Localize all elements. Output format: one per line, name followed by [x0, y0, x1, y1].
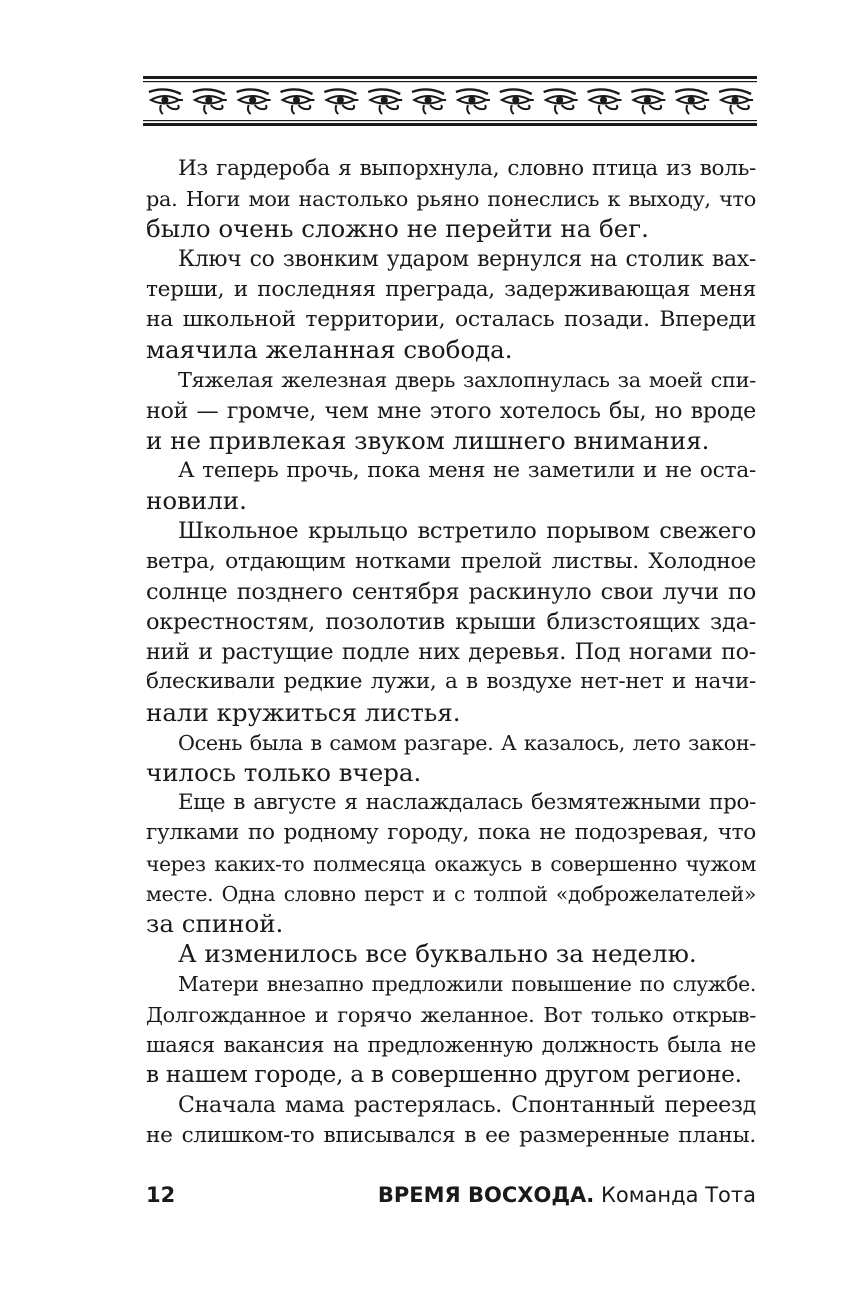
text-line: А изменилось все буквально за неделю. [178, 939, 697, 969]
paragraph [146, 939, 756, 969]
text-line: за спиной. [146, 909, 284, 939]
text-line: Осень была в самом разгаре. А казалось, лето закон- [178, 730, 756, 755]
text-line: на школьной территории, осталась позади. Впереди [146, 307, 756, 333]
paragraph [146, 788, 756, 939]
eye-of-horus-icon [281, 89, 315, 114]
text-line: новили. [146, 486, 247, 516]
text-line: Долгожданное и горячо желанное. Вот только открыв- [146, 1002, 756, 1027]
text-line: блескивали редкие лужи, а в воздухе нет-нет и начи- [146, 669, 756, 695]
text-line: Еще в августе я наслаждалась безмятежными про- [178, 790, 756, 816]
text-line: Из гардероба я выпорхнула, словно птица из воль- [178, 156, 756, 181]
text-line: Ключ со звонким ударом вернулся на столик вах- [178, 246, 756, 272]
text-line: ний и растущие подле них деревья. Под ногами по- [146, 639, 756, 666]
ornament-border [143, 76, 757, 126]
paragraph [146, 154, 756, 245]
eye-of-horus-icon [237, 89, 271, 114]
text-line: А теперь прочь, пока меня не заметили и не оста- [178, 458, 756, 484]
text-line: окрестностям, позолотив крыши близстоящих зда- [146, 609, 756, 636]
paragraph [146, 1090, 756, 1150]
paragraph [146, 456, 756, 516]
text-line: шаяся вакансия на предложенную должность была не [146, 1032, 756, 1057]
text-line: не слишком-то вписывался в ее размеренные планы. [146, 1122, 756, 1148]
text-line: и не привлекая звуком лишнего внимания. [146, 425, 710, 455]
eye-of-horus-icon [675, 89, 709, 114]
text-line: ветра, отдающим нотками прелой листвы. Холодное [146, 548, 756, 574]
eye-of-horus-icon [500, 89, 534, 114]
text-line: маячила желанная свобода. [146, 335, 513, 365]
header-ornament [143, 76, 757, 126]
eye-of-horus-icon [149, 89, 183, 114]
paragraph [146, 365, 756, 456]
page-footer [146, 1183, 756, 1215]
text-line: солнце позднего сентября раскинуло свои лучи по [146, 578, 756, 605]
paragraph [146, 728, 756, 788]
eye-of-horus-icon [719, 89, 753, 114]
eye-of-horus-icon [368, 89, 402, 114]
text-line: терши, и последняя преграда, задерживающая меня [146, 276, 756, 302]
eye-of-horus-icon [324, 89, 358, 114]
eye-of-horus-icon [544, 89, 578, 114]
paragraph [146, 245, 756, 366]
eye-of-horus-icon [456, 89, 490, 114]
text-line: Сначала мама растерялась. Спонтанный переезд [178, 1092, 756, 1119]
text-line: чилось только вчера. [146, 758, 422, 788]
series-title: Команда Тота [594, 1183, 756, 1207]
text-line: в нашем городе, а в совершенно другом регионе. [146, 1061, 742, 1089]
text-line: месте. Одна словно перст и с толпой «доброжелателей» [146, 881, 756, 906]
body-text [146, 154, 756, 1151]
paragraph [146, 969, 756, 1090]
running-head [378, 1183, 756, 1207]
text-line: Школьное крыльцо встретило порывом свежего [178, 518, 756, 545]
text-line: Тяжелая железная дверь захлопнулась за моей спи- [178, 368, 756, 393]
eye-of-horus-icon [631, 89, 665, 114]
eye-of-horus-icon [412, 89, 446, 114]
eye-of-horus-icon [193, 89, 227, 114]
paragraph [146, 516, 756, 727]
text-line: было очень сложно не перейти на бег. [146, 214, 649, 244]
text-line: Матери внезапно предложили повышение по службе. [178, 972, 756, 997]
eye-of-horus-icon [588, 89, 622, 114]
text-line: через каких-то полмесяца окажусь в совершенно чужом [146, 851, 756, 876]
text-line: нали кружиться листья. [146, 697, 461, 727]
text-line: ра. Ноги мои настолько рьяно понеслись к выходу, что [146, 187, 756, 212]
book-title: ВРЕМЯ ВОСХОДА. [377, 1183, 595, 1207]
text-line: ной — громче, чем мне этого хотелось бы, но вроде [146, 397, 756, 424]
text-line: гулками по родному городу, пока не подозревая, что [146, 820, 756, 846]
page-number: 12 [146, 1183, 176, 1207]
